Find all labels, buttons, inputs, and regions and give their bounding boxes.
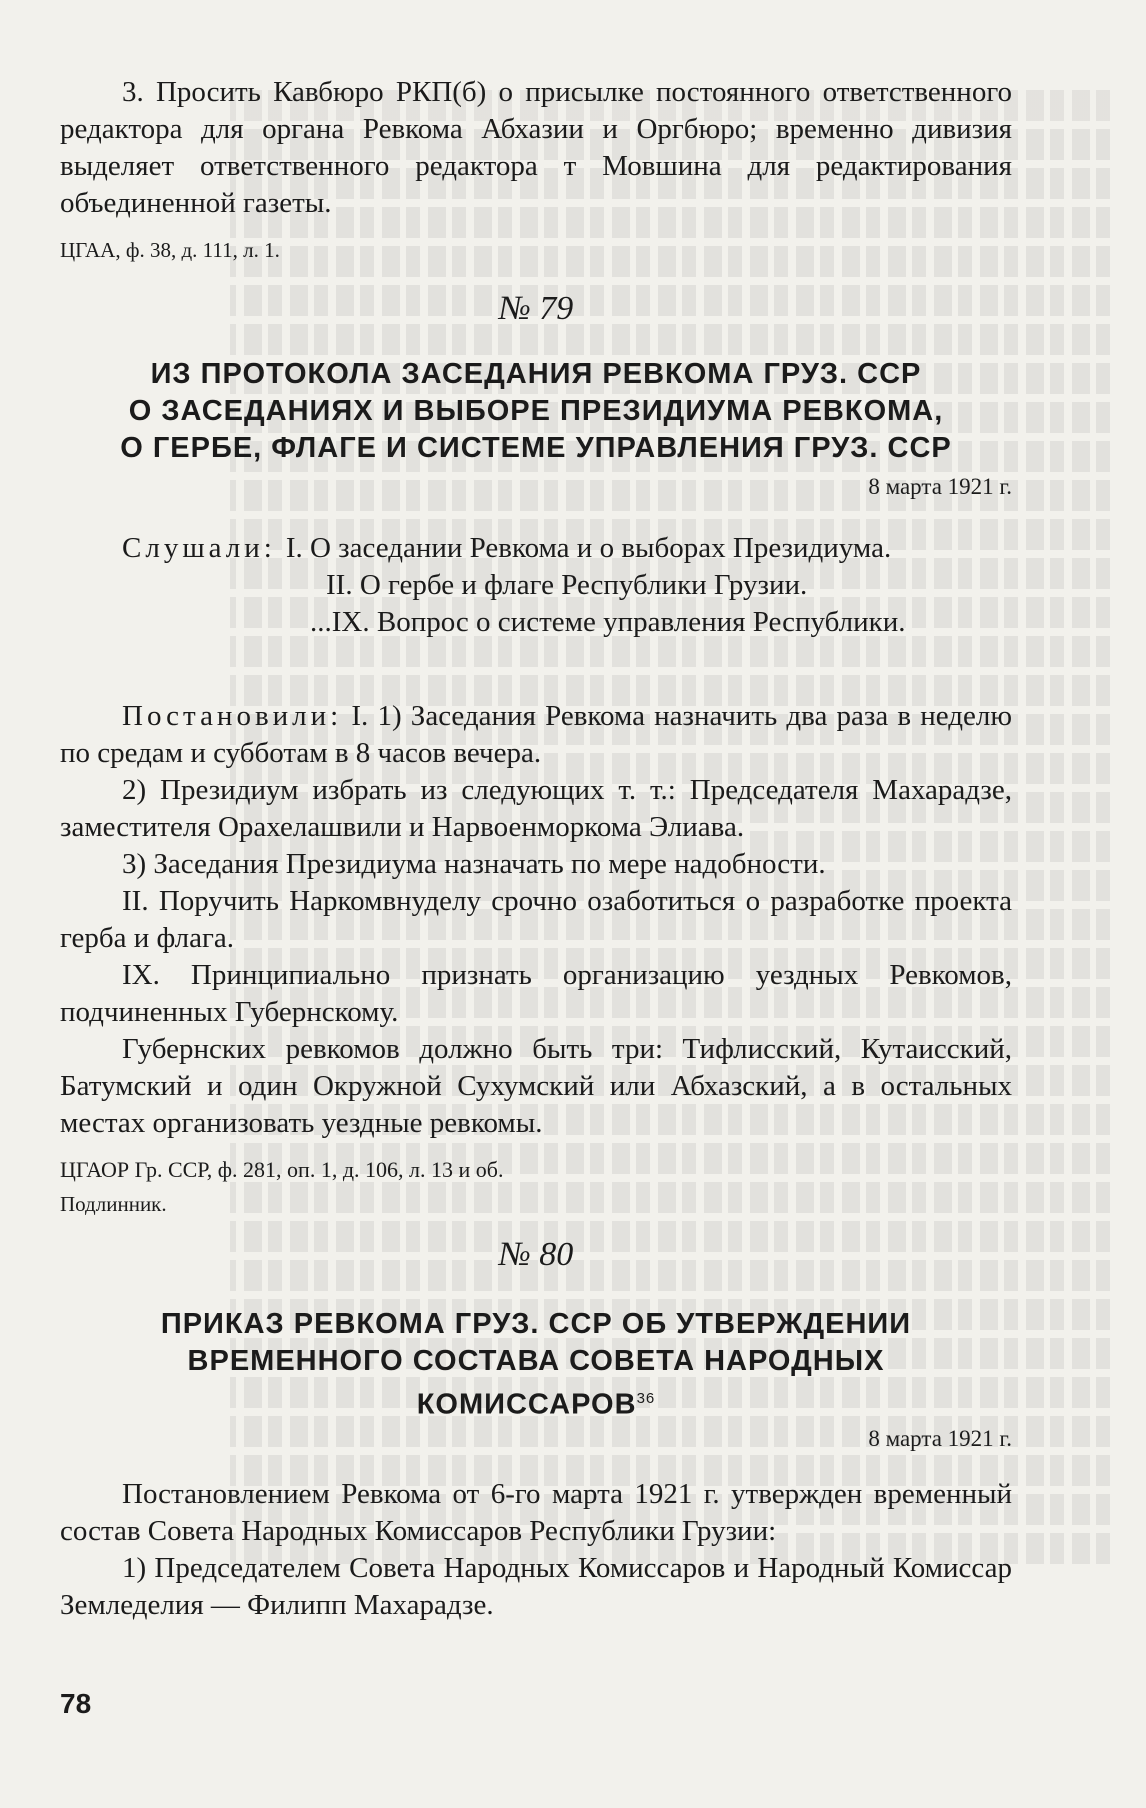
heard-item-3: ...IX. Вопрос о системе управления Республики. [310,606,906,638]
doc80-paragraph-1: Постановлением Ревкома от 6-го марта 1921 г. утвержден временный состав Совета Народных Комиссаров Республики Грузии: [60,1478,1012,1547]
heard-row [60,530,1012,567]
top-source: ЦГАА, ф. 38, д. 111, л. 1. [60,238,280,262]
document-80 [60,1236,1012,1274]
heard-item-2: II. О гербе и флаге Республики Грузии. [326,569,808,601]
resolved-item-1 [60,698,1012,772]
doc80-date: 8 марта 1921 г. [868,1426,1012,1451]
doc79-source-note: Подлинник. [60,1192,167,1216]
doc79-number: № 79 [498,290,574,327]
resolved-item-6: Губернских ревкомов должно быть три: Тифлисский, Кутаисский, Батумский и один Окружной Сухумский или Абхазский, а в остальных местах организовать уездные ревкомы. [60,1033,1012,1139]
doc80-title-line3: КОМИССАРОВ [416,1388,637,1421]
resolved-item-4: II. Поручить Наркомвнуделу срочно озаботиться о разработке проекта герба и флага. [60,885,1012,954]
doc79-date: 8 марта 1921 г. [868,474,1012,499]
doc80-title-line3-wrap [60,1380,1012,1424]
doc80-title [60,1306,1012,1424]
resolved-item-2: 2) Президиум избрать из следующих т. т.: Председателя Махарадзе, заместителя Орахелашвили и Нарвоенморкома Элиава. [60,774,1012,843]
resolved-item-1-text: I. 1) Заседания Ревкома назначить два раза в неделю по средам и субботам в 8 часов вечера. [60,700,1013,769]
doc80-date-block [60,1426,1012,1452]
resolved-item-3: 3) Заседания Президиума назначать по мере надобности. [122,848,826,880]
top-paragraph: 3. Просить Кавбюро РКП(б) о присылке постоянного ответственного редактора для органа Ревкома Абхазии и Оргбюро; временно дивизия выделяет ответственного редактора т Мовшина для редактирования объединенной газеты. [60,76,1012,219]
doc80-body [60,1476,1012,1624]
doc79-title-line1: ИЗ ПРОТОКОЛА ЗАСЕДАНИЯ РЕВКОМА ГРУЗ. ССР [150,358,922,390]
doc79-heard [60,530,1012,641]
heard-item-1: I. О заседании Ревкома и о выборах Президиума. [285,532,892,564]
doc79-title-line3: О ГЕРБЕ, ФЛАГЕ И СИСТЕМЕ УПРАВЛЕНИЯ ГРУЗ. ССР [120,432,952,464]
page-number: 78 [60,1688,92,1719]
heard-label: Слушали: [122,532,276,564]
doc79-resolved [60,698,1012,1218]
doc79-date-block [60,474,1012,500]
doc80-paragraph-2: 1) Председателем Совета Народных Комиссаров и Народный Комиссар Земледелия — Филипп Махарадзе. [60,1552,1012,1621]
heard-items [276,530,1012,567]
doc80-title-line1: ПРИКАЗ РЕВКОМА ГРУЗ. ССР ОБ УТВЕРЖДЕНИИ [160,1308,912,1340]
doc79-title-line2: О ЗАСЕДАНИЯХ И ВЫБОРЕ ПРЕЗИДИУМА РЕВКОМА, [128,395,944,427]
doc79-source: ЦГАОР Гр. ССР, ф. 281, оп. 1, д. 106, л. 13 и об. [60,1157,504,1182]
document-79 [60,290,1012,328]
top-section [60,74,1012,264]
resolved-label: Постановили: [122,700,343,732]
footnote-ref: 36 [636,1390,656,1407]
resolved-item-5: IX. Принципиально признать организацию уездных Ревкомов, подчиненных Губернскому. [60,959,1012,1028]
doc80-title-line2: ВРЕМЕННОГО СОСТАВА СОВЕТА НАРОДНЫХ [187,1345,885,1377]
doc79-title [60,356,1012,467]
doc80-number: № 80 [498,1236,574,1273]
